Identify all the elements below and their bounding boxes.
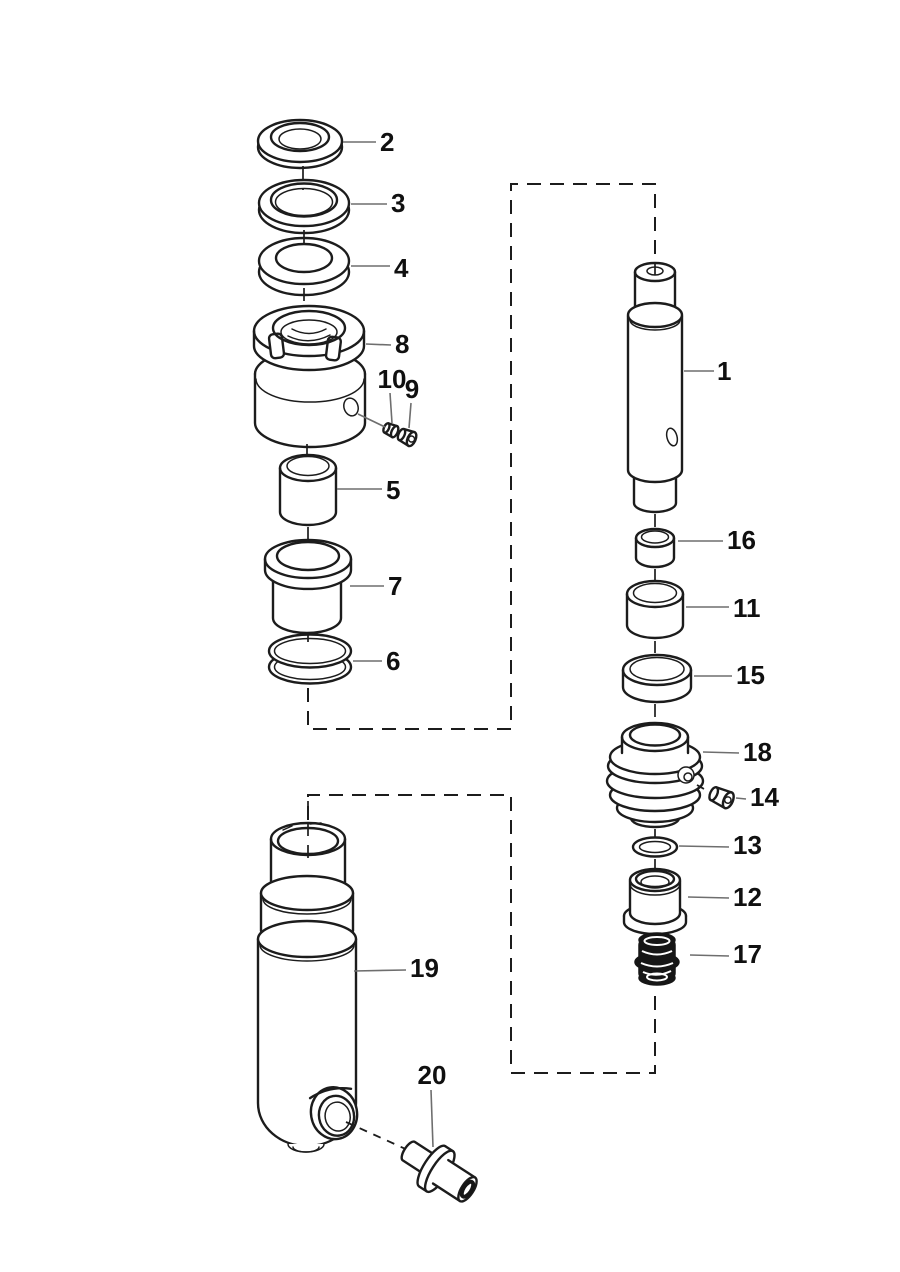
part-2-cap-seal	[258, 120, 342, 168]
leader-13	[679, 846, 729, 847]
leader-12	[688, 897, 729, 898]
callout-11: 11	[733, 593, 761, 623]
callout-5: 5	[386, 475, 401, 505]
part-20-fitting	[392, 1129, 486, 1213]
part-7-cup-bushing	[265, 540, 351, 633]
callout-15: 15	[736, 660, 765, 690]
part-4-seal-ring	[259, 238, 349, 295]
callout-1: 1	[717, 356, 732, 386]
callout-8: 8	[395, 329, 410, 359]
callout-6: 6	[386, 646, 401, 676]
part-15-ring	[623, 655, 691, 702]
callout-20: 20	[417, 1060, 447, 1090]
callout-10: 10	[377, 364, 407, 394]
part-16-bushing	[636, 529, 674, 567]
part-8-end-cap-nut	[254, 306, 365, 447]
callout-3: 3	[391, 188, 406, 218]
connector-lower-assembly	[308, 795, 655, 1073]
part-1-rod	[628, 263, 682, 512]
part-19-cylinder-body	[258, 823, 361, 1152]
callout-18: 18	[743, 737, 772, 767]
leader-8	[366, 344, 391, 345]
callout-12: 12	[733, 882, 762, 912]
callout-4: 4	[394, 253, 409, 283]
callout-7: 7	[388, 571, 403, 601]
part-18-piston	[607, 723, 703, 827]
leader-18	[703, 752, 739, 753]
callout-19: 19	[410, 953, 439, 983]
callout-17: 17	[733, 939, 762, 969]
part-5-bushing	[280, 455, 336, 525]
leader-19	[354, 970, 406, 971]
callout-13: 13	[733, 830, 762, 860]
callout-14: 14	[750, 782, 779, 812]
part-12-valve-cup	[624, 869, 686, 934]
callout-16: 16	[727, 525, 756, 555]
part-17-spring	[635, 933, 679, 985]
callout-labels	[378, 127, 780, 1090]
callout-9: 9	[404, 374, 420, 404]
leader-14	[736, 798, 746, 799]
leader-10	[390, 393, 392, 423]
leader-lines	[337, 142, 746, 1147]
leader-20	[431, 1090, 433, 1147]
leader-9	[409, 403, 411, 428]
part-11-bushing	[627, 581, 683, 638]
leader-17	[690, 955, 729, 956]
part-3-washer	[259, 180, 349, 233]
part-14-screw	[707, 785, 736, 810]
part-6-o-rings	[269, 635, 351, 684]
callout-2: 2	[380, 127, 395, 157]
axis-centerlines	[303, 166, 655, 868]
part-13-o-ring	[633, 838, 677, 857]
